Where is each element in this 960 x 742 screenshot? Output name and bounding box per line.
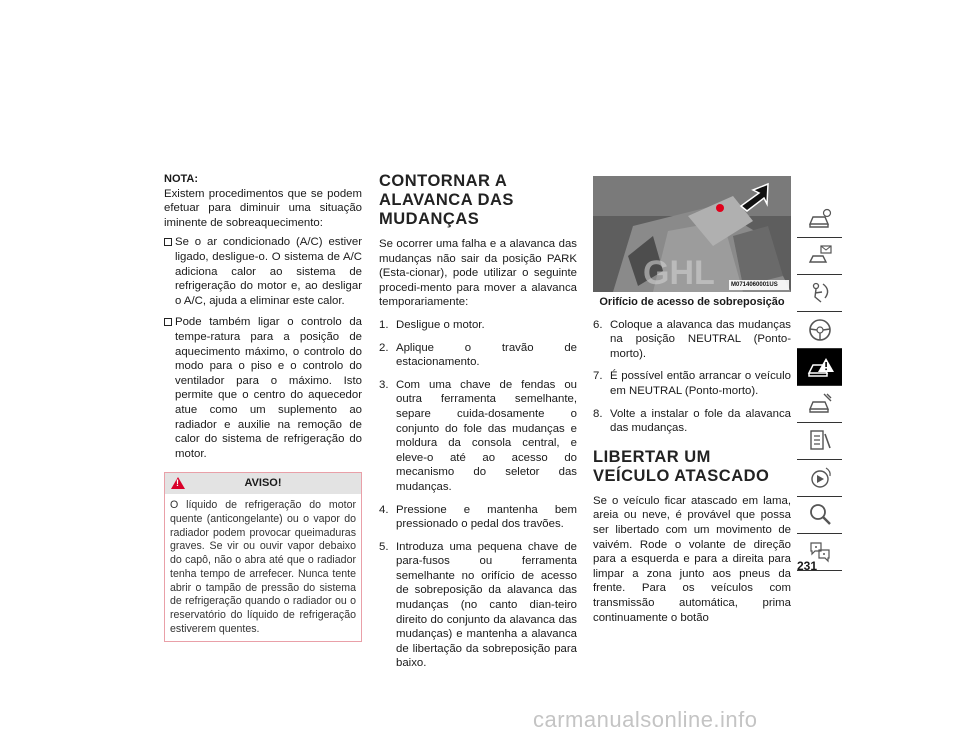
warning-box (164, 472, 362, 642)
tab-car-warning[interactable] (797, 349, 842, 386)
step-item: 2. Aplique o travão de estacionamento. (379, 341, 577, 369)
step-item: 3. Com uma chave de fendas ou outra ferramenta semelhante, separe cuida-dosamente o conjunto do fole das mudanças e moldura da consola central, e eleve-o até ao acesso do mecanismo do seletor das mudanças. (379, 378, 577, 493)
image-code: M0714060001US (731, 282, 778, 288)
page-number: 231 (797, 559, 818, 573)
tab-car-service[interactable] (797, 386, 842, 423)
multimedia-icon (807, 465, 833, 491)
tab-airbag[interactable] (797, 275, 842, 312)
column-right (593, 174, 791, 625)
section-text: Se o veículo ficar atascado em lama, areia ou neve, é provável que possa ser libertado com um movimento de vaivém. Rode o volante de direção para a esquerda e para a direita para limpar a zona junto aos pneus da frente. Para os veículos com transmissão automática, prima continuamente o botão (593, 494, 791, 624)
step-item: 1. Desligue o motor. (379, 318, 485, 331)
tab-specifications[interactable] (797, 423, 842, 460)
note-label: NOTA: (164, 173, 199, 185)
bullet-list (164, 235, 362, 461)
tab-search[interactable] (797, 497, 842, 534)
car-dashboard-icon (807, 206, 833, 232)
watermark[interactable]: carmanualsonline.info (533, 707, 758, 732)
intro-text: Se ocorrer uma falha e a alavanca das mudanças não sair da posição PARK (Esta-cionar), pode utilizar o seguinte procedi-mento para mover a alavanca temporariamente: (379, 238, 577, 309)
steering-wheel-icon (807, 317, 833, 343)
step-item: 8. Volte a instalar o fole da alavanca das mudanças. (593, 407, 791, 435)
warning-triangle-icon: ! (171, 477, 185, 489)
step-item: 4. Pressione e mantenha bem pressionado o pedal dos travões. (379, 503, 577, 531)
step-item: 7. É possível então arrancar o veículo em NEUTRAL (Ponto-morto). (593, 370, 791, 397)
svg-text:GHL: GHL (643, 254, 715, 292)
checkbox-bullet-icon (164, 318, 172, 326)
step-item: 6. Coloque a alavanca das mudanças na posição NEUTRAL (Ponto-morto). (593, 318, 791, 360)
car-message-icon (807, 243, 833, 269)
tab-multimedia[interactable] (797, 460, 842, 497)
note-text: Existem procedimentos que se podem efetuar para diminuir uma situação iminente de sobreaquecimento: (164, 187, 362, 229)
bullet-item: Pode também ligar o controlo da tempe-ratura para a posição de aquecimento máximo, o controlo do modo para o piso e o controlo do ventilador para o máximo. Isto permite que o centro do aquecedor atue como um suplemento ao radiador e auxilie na remoção de calor do sistema de refrigeração do motor. (164, 315, 362, 461)
step-item: 5. Introduza uma pequena chave de para-fusos ou ferramenta semelhante no orifício de acesso de sobreposição da alavanca das mudanças (no canto dian-teiro direito do conjunto da alavanca das mudanças) e mantenha a alavanca de libertação da sobreposição para baixo. (379, 540, 577, 670)
search-icon (807, 502, 833, 528)
specifications-icon (807, 428, 833, 454)
tab-steering-wheel[interactable] (797, 312, 842, 349)
column-left (164, 172, 362, 642)
car-service-icon (807, 391, 833, 417)
image-caption: Orifício de acesso de sobreposição (599, 296, 785, 308)
section-heading: CONTORNAR A ALAVANCA DAS MUDANÇAS (379, 172, 514, 228)
tab-car-dashboard[interactable] (797, 201, 842, 238)
steps-list (593, 318, 791, 436)
shifter-illustration (593, 176, 791, 292)
bullet-item: Se o ar condicionado (A/C) estiver ligado, desligue-o. O sistema de A/C adiciona calor ao sistema de refrigeração do motor e, ao desligar o A/C, ajuda a eliminar este calor. (164, 235, 362, 308)
steps-list (379, 318, 577, 671)
shifter-photo (593, 176, 791, 292)
tab-car-message[interactable] (797, 238, 842, 275)
warning-text: O líquido de refrigeração do motor quente (anticongelante) ou o vapor do radiador podem provocar queimaduras graves. Se vir ou ouvir vapor debaixo do capô, não o abra até que o radiador tenha tempo de arrefecer. Nunca tente abrir o tampão de pressão do sistema de refrigeração quando o radiador ou o reservatório do líquido de refrigeração estiverem quentes. (170, 499, 356, 635)
checkbox-bullet-icon (164, 238, 172, 246)
column-middle (379, 172, 577, 679)
car-warning-icon (807, 354, 835, 380)
airbag-icon (807, 280, 833, 306)
warning-header (165, 473, 361, 494)
section-heading: LIBERTAR UM VEÍCULO ATASCADO (593, 447, 770, 485)
warning-title: AVISO! (244, 477, 282, 490)
